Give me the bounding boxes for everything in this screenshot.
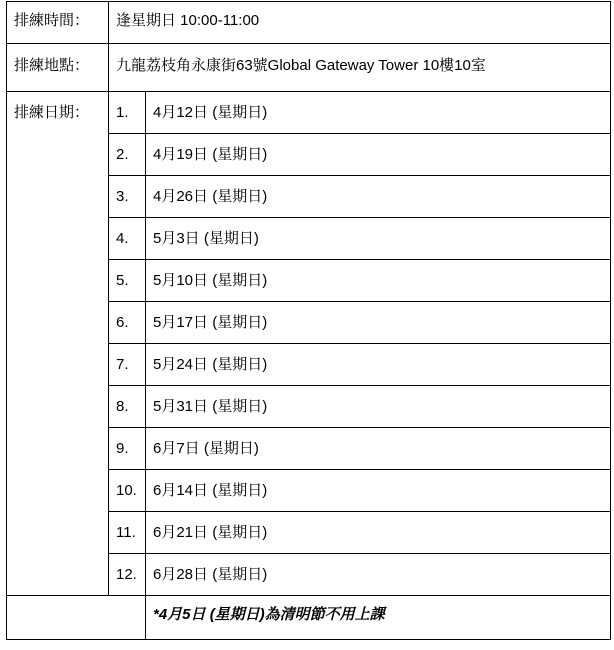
date-number: 3.: [109, 176, 146, 218]
date-value: 5月10日 (星期日): [146, 260, 611, 302]
rehearsal-dates-label: 排練日期：: [7, 92, 109, 596]
date-value: 6月28日 (星期日): [146, 554, 611, 596]
date-number: 8.: [109, 386, 146, 428]
holiday-note-spacer: [7, 596, 146, 640]
date-value: 4月26日 (星期日): [146, 176, 611, 218]
rehearsal-time-row: [7, 2, 611, 44]
date-number: 10.: [109, 470, 146, 512]
date-number: 12.: [109, 554, 146, 596]
date-number: 6.: [109, 302, 146, 344]
date-number: 11.: [109, 512, 146, 554]
holiday-note-row: [7, 596, 611, 640]
date-value: 6月14日 (星期日): [146, 470, 611, 512]
date-value: 5月31日 (星期日): [146, 386, 611, 428]
date-value: 5月17日 (星期日): [146, 302, 611, 344]
rehearsal-schedule-table: [6, 1, 611, 640]
date-number: 1.: [109, 92, 146, 134]
date-number: 2.: [109, 134, 146, 176]
date-number: 5.: [109, 260, 146, 302]
rehearsal-time-label: 排練時間：: [7, 2, 109, 44]
date-value: 5月24日 (星期日): [146, 344, 611, 386]
date-value: 6月7日 (星期日): [146, 428, 611, 470]
date-number: 9.: [109, 428, 146, 470]
date-value: 5月3日 (星期日): [146, 218, 611, 260]
rehearsal-time-value: 逢星期日 10:00-11:00: [109, 2, 611, 44]
date-value: 4月19日 (星期日): [146, 134, 611, 176]
rehearsal-place-row: [7, 44, 611, 92]
rehearsal-place-label: 排練地點：: [7, 44, 109, 92]
date-number: 7.: [109, 344, 146, 386]
date-value: 4月12日 (星期日): [146, 92, 611, 134]
holiday-note: *4月5日 (星期日)為清明節不用上課: [146, 596, 611, 640]
date-number: 4.: [109, 218, 146, 260]
date-value: 6月21日 (星期日): [146, 512, 611, 554]
rehearsal-place-value: 九龍荔枝角永康街63號Global Gateway Tower 10樓10室: [109, 44, 611, 92]
rehearsal-date-row: [7, 92, 611, 134]
